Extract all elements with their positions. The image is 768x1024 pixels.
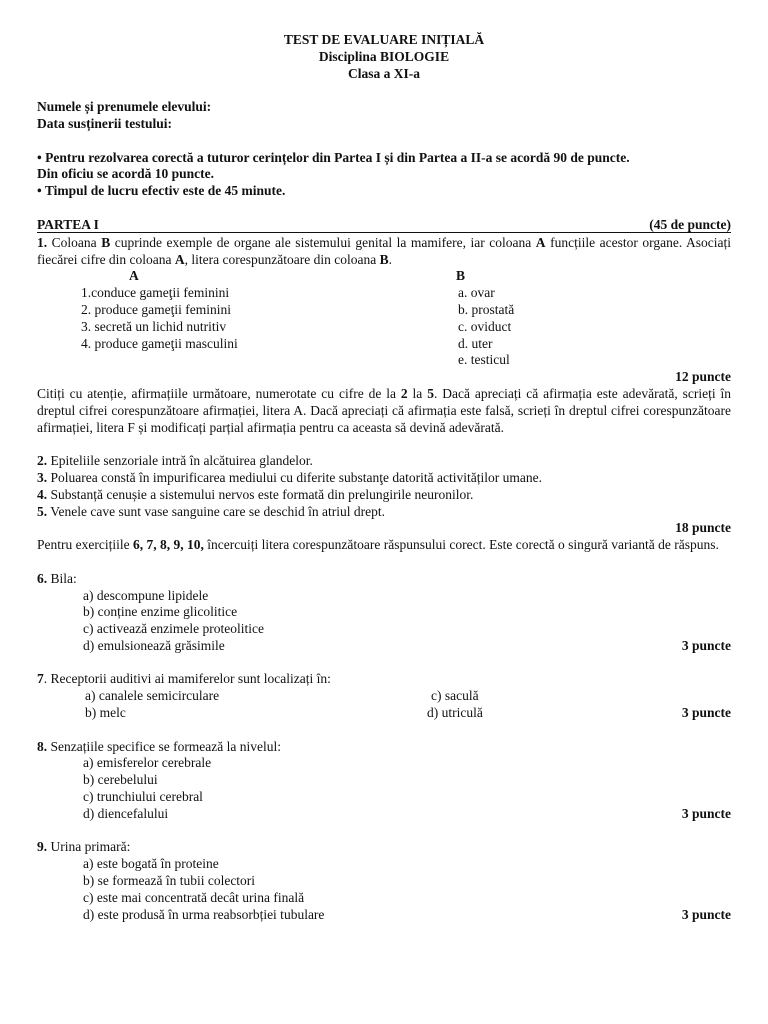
q1-column-headers [37,268,731,285]
q1-number: 1. [37,234,48,250]
part1-title: PARTEA I [37,216,99,232]
answer-option[interactable]: c) trunchiului cerebral [83,789,203,805]
answer-option[interactable]: d) este produsă în urma reabsorbției tubulare [83,906,325,922]
instruction-bonus: Din oficiu se acordă 10 puncte. [37,166,214,182]
class-level: Clasa a XI-a [347,65,420,81]
student-name-label: Numele și prenumele elevului: [37,99,212,115]
statement: 2. Epiteliile senzoriale intră în alcătuirea glandelor. [37,453,313,469]
test-page [37,32,731,923]
answer-option[interactable]: a) este bogată în proteine [83,856,219,872]
column-b-item: c. oviduct [458,318,512,334]
column-a-item: 1.conduce gameţii feminini [81,285,230,301]
q1-stem: 1. Coloana B cuprinde exemple de organe ale sistemului genital la mamifere, iar coloana A funcțiile acestor organe. Asociați fiecărei cifre din coloana A, litera corespunzătoare din coloana B. [37,234,731,267]
q9-stem: 9. Urina primară: [37,839,131,855]
test-date-label: Data susținerii testului: [37,115,172,131]
answer-option[interactable]: b) conține enzime glicolitice [83,604,238,620]
instruction-time: • Timpul de lucru efectiv este de 45 minute. [37,183,286,199]
q9-points: 3 puncte [681,906,731,922]
true-false-instructions: Citiți cu atenție, afirmațiile următoare, numerotate cu cifre de la 2 la 5. Dacă apreciați că afirmația este adevărată, scrieți în dreptul cifrei corespunzătoare afirmației, litera A. Dacă apreciați că afirmația este falsă, scrieți în dreptul cifrei corespunzătoare afirmației, litera F și modificați parțial afirmația pentru ca aceasta să devină adevărată. [37,385,732,435]
q6-stem: 6. Bila: [37,570,77,586]
column-a-header: A [129,268,139,284]
answer-option[interactable]: d) diencefalului [83,805,169,821]
q8-last-row [37,806,731,823]
column-a-item: 2. produce gameţii feminini [81,301,231,317]
statement: 3. Poluarea constă în impurificarea mediului cu diferite substanţe datorită activităților umane. [37,469,542,485]
column-a-item: 3. secretă un lichid nutritiv [81,318,227,334]
statement: 5. Venele cave sunt vase sanguine care se deschid în atriul drept. [37,503,386,519]
q6-last-row [37,638,731,655]
q7-options-row [37,688,731,705]
column-b-header: B [456,268,466,284]
answer-option[interactable]: c) saculă [431,688,479,704]
q9-last-row [37,907,731,924]
answer-option[interactable]: a) canalele semicirculare [85,688,220,704]
statement: 4. Substanță cenușie a sistemului nervos este formată din prelungirile neuronilor. [37,486,474,502]
q1-match-row [37,285,731,302]
column-b-item: b. prostată [458,301,515,317]
column-b-item: d. uter [458,335,493,351]
instruction-points: • Pentru rezolvarea corectă a tuturor cerințelor din Partea I și din Partea a II-a se acordă 90 de puncte. [37,149,630,165]
q1-match-row [37,336,731,353]
q7-points: 3 puncte [681,705,731,721]
answer-option[interactable]: b) cerebelului [83,772,158,788]
column-b-item: a. ovar [458,285,495,301]
statements-points: 18 puncte [675,520,731,536]
answer-option[interactable]: d) utriculă [427,705,483,721]
q7-stem: 7. Receptorii auditivi ai mamiferelor sunt localizați în: [37,671,331,687]
answer-option[interactable]: c) activează enzimele proteolitice [83,621,265,637]
answer-option[interactable]: b) melc [85,705,126,721]
column-a-item: 4. produce gameţii masculini [81,335,238,351]
column-b-item: e. testicul [458,352,510,368]
q6-points: 3 puncte [681,637,731,653]
q1-match-row [37,352,731,369]
answer-option[interactable]: a) descompune lipidele [83,587,209,603]
q8-points: 3 puncte [681,805,731,821]
part1-heading [37,217,731,233]
answer-option[interactable]: b) se formează în tubii colectori [83,873,256,889]
test-title: TEST DE EVALUARE INIȚIALĂ [283,32,485,47]
part1-points: (45 de puncte) [649,216,731,232]
q1-points: 12 puncte [675,369,731,385]
discipline: Disciplina BIOLOGIE [318,48,450,64]
q1-match-row [37,319,731,336]
q1-match-row [37,302,731,319]
answer-option[interactable]: a) emisferelor cerebrale [83,755,212,771]
q8-stem: 8. Senzațiile specifice se formează la nivelul: [37,738,282,754]
answer-option[interactable]: c) este mai concentrată decât urina finală [83,889,305,905]
answer-option[interactable]: d) emulsionează grăsimile [83,637,225,653]
q7-options-row [37,705,731,722]
multiple-choice-instructions: Pentru exercițiile 6, 7, 8, 9, 10, încercuiți litera corespunzătoare răspunsului corect. Este corectă o singură variantă de răspuns. [37,537,719,553]
